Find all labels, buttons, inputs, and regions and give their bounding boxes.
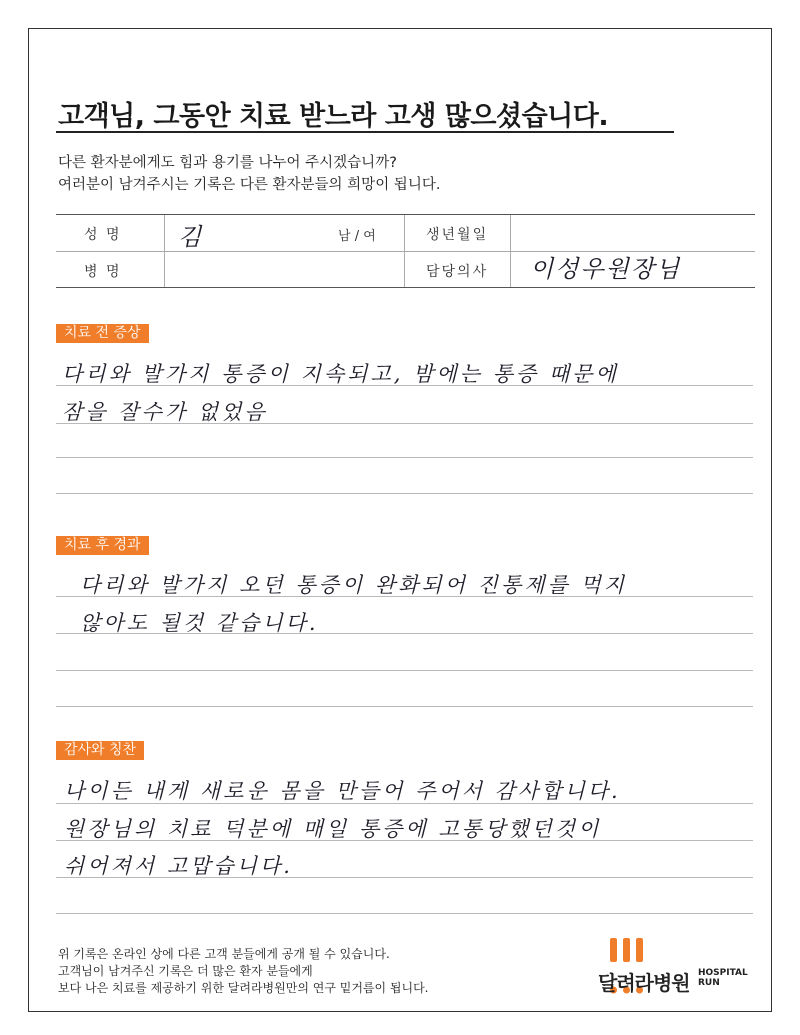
section-label-before-symptoms: 치료 전 증상	[56, 324, 149, 343]
intro-line: 여러분이 남겨주시는 기록은 다른 환자분들의 희망이 됩니다.	[58, 177, 441, 193]
writing-line	[56, 913, 753, 914]
hospital-logo-english: HOSPITAL RUN	[698, 968, 748, 988]
handwritten-line[interactable]: 다리와 발가지 통증이 지속되고, 밤에는 통증 때문에	[62, 362, 619, 386]
handwritten-line[interactable]: 나이든 내게 새로운 몸을 만들어 주어서 감사합니다.	[64, 779, 621, 803]
gender-options[interactable]: 남 / 여	[338, 229, 376, 244]
handwritten-line[interactable]: 잠을 잘수가 없었음	[62, 400, 268, 424]
handwritten-line[interactable]: 다리와 발가지 오던 통증이 완화되어 진통제를 먹지	[80, 573, 628, 597]
writing-line	[56, 670, 753, 671]
writing-line	[56, 706, 753, 707]
handwritten-line[interactable]: 원장님의 치료 덕분에 매일 통증에 고통당했던것이	[64, 817, 602, 841]
name-label: 성 명	[84, 227, 122, 243]
writing-line	[56, 457, 753, 458]
footer-note: 보다 나은 치료를 제공하기 위한 달려라병원만의 연구 밑거름이 됩니다.	[58, 981, 429, 995]
doctor-value[interactable]: 이성우원장님	[530, 255, 682, 283]
form-title: 고객님, 그동안 치료 받느라 고생 많으셨습니다.	[58, 101, 609, 132]
name-value[interactable]: 김	[178, 223, 202, 251]
intro-line: 다른 환자분에게도 힘과 용기를 나누어 주시겠습니까?	[58, 155, 397, 171]
footer-note: 위 기록은 온라인 상에 다른 고객 분들에게 공개 될 수 있습니다.	[58, 947, 390, 961]
doctor-label: 담당의사	[426, 264, 489, 280]
section-label-after-progress: 치료 후 경과	[56, 536, 149, 555]
handwritten-line[interactable]: 쉬어져서 고맙습니다.	[64, 854, 293, 878]
handwritten-line[interactable]: 않아도 될것 같습니다.	[80, 611, 319, 635]
section-label-thanks: 감사와 칭찬	[56, 741, 144, 760]
dob-label: 생년월일	[426, 227, 489, 243]
title-underline	[56, 131, 674, 133]
disease-label: 병 명	[84, 264, 122, 280]
patient-info-table	[56, 214, 755, 288]
footer-note: 고객님이 남겨주신 기록은 더 많은 환자 분들에게	[58, 964, 313, 978]
writing-line	[56, 493, 753, 494]
hospital-logo-name: 달려라병원	[598, 971, 690, 995]
